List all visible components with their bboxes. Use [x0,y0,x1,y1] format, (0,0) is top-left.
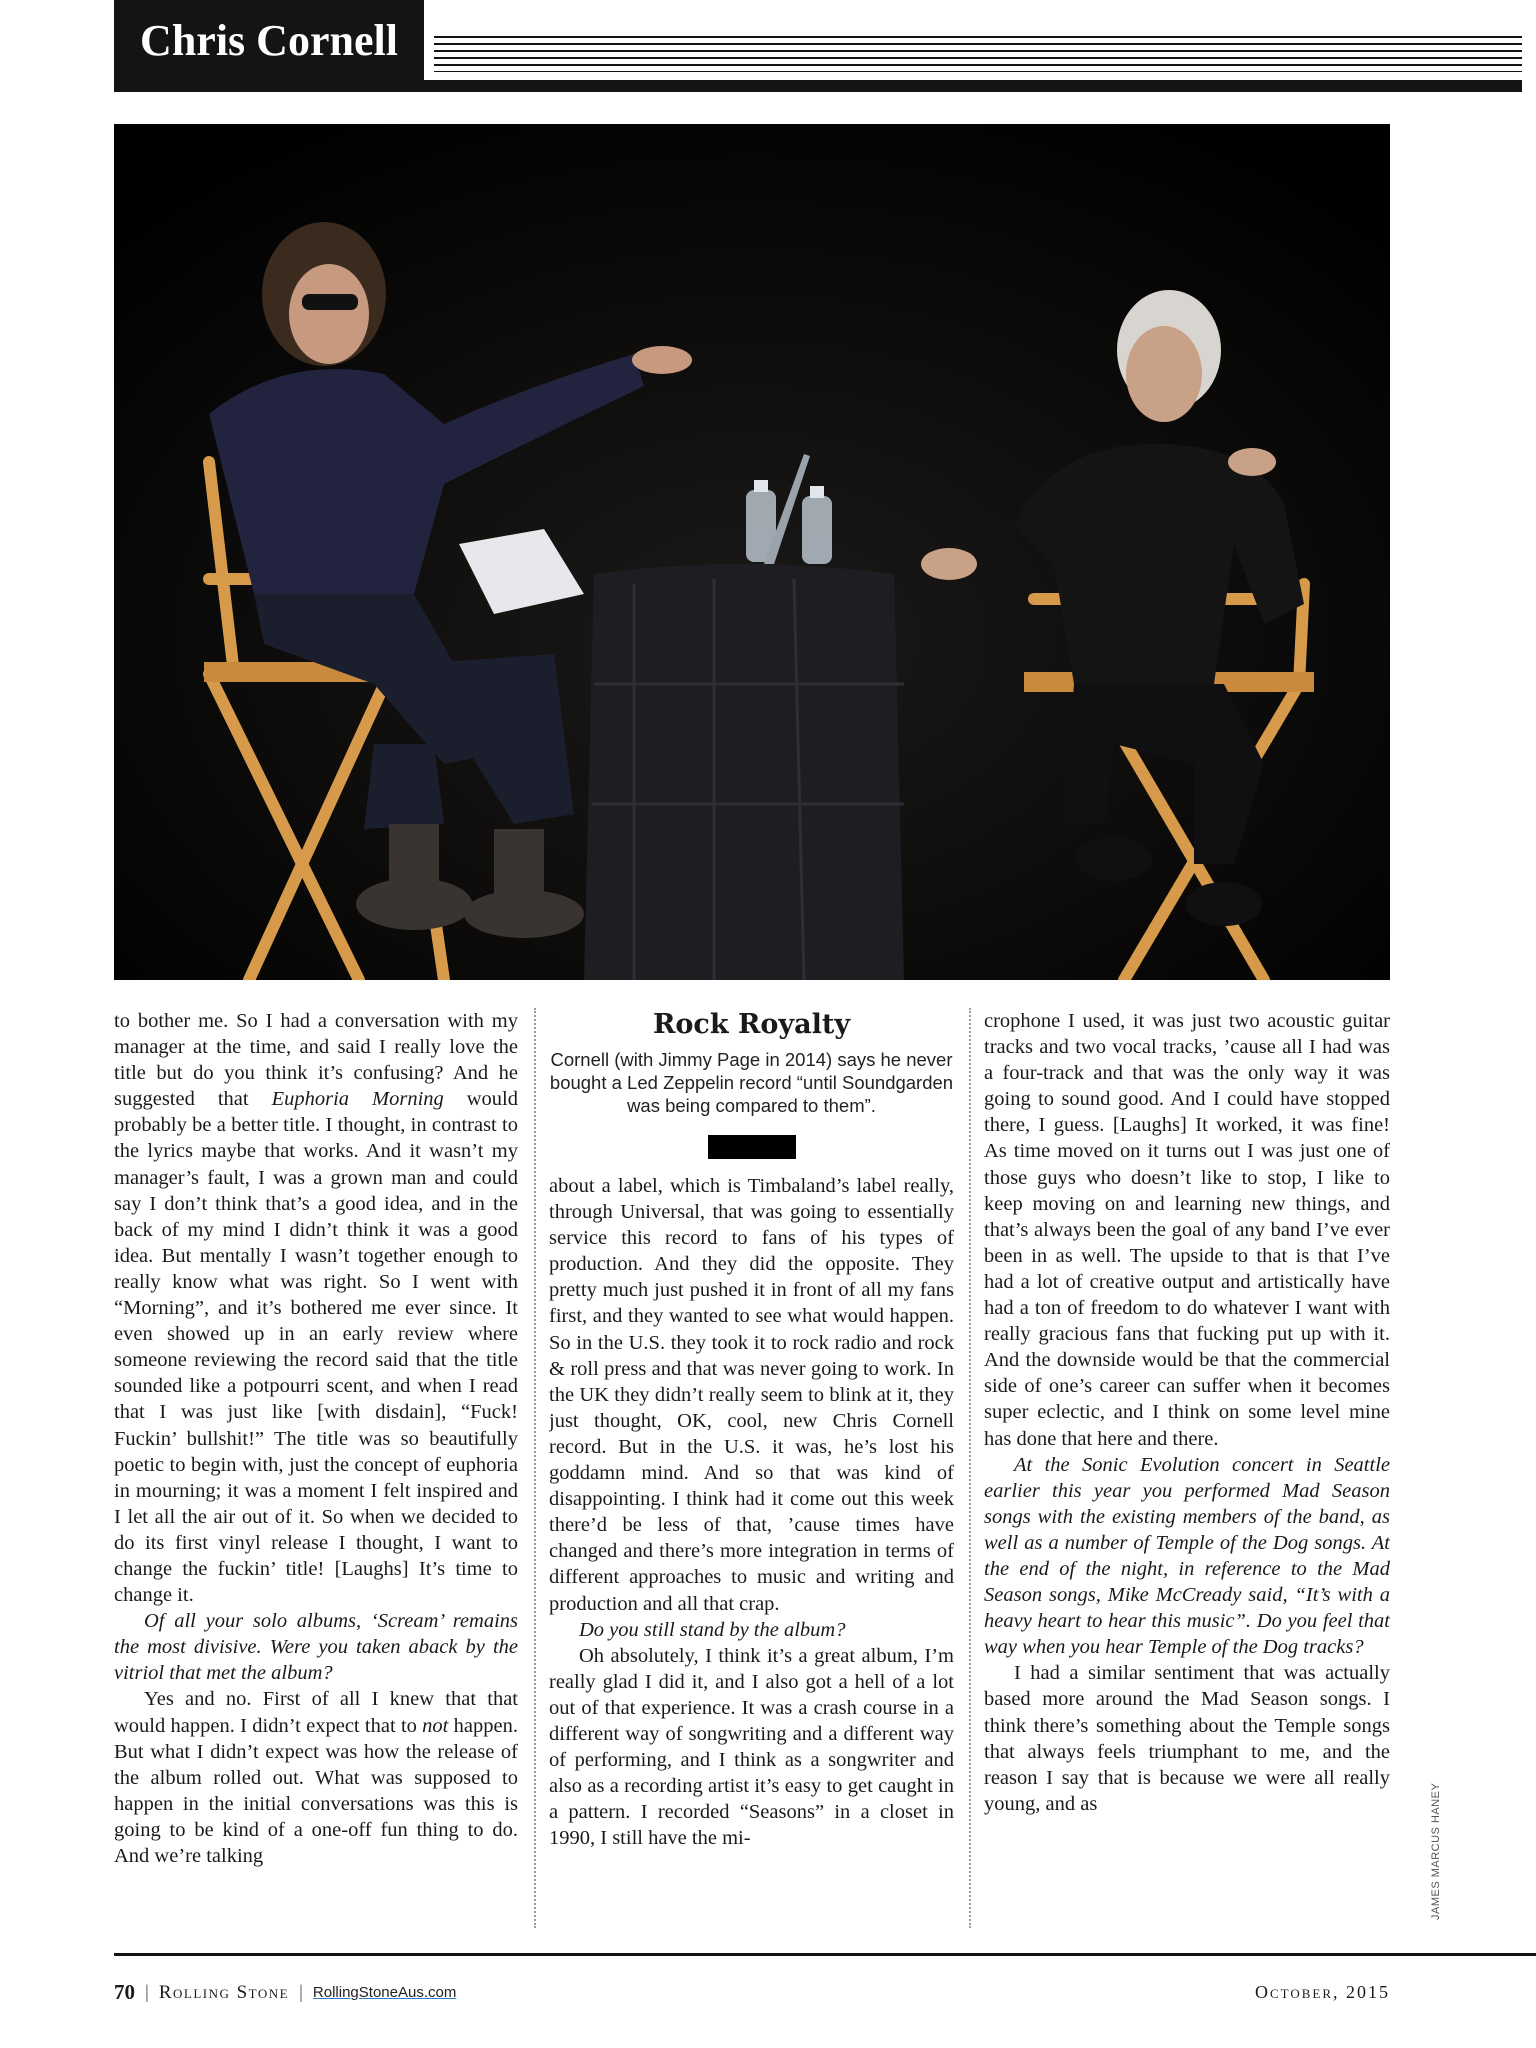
caption-text: Cornell (with Jimmy Page in 2014) says he never bought a Led Zeppelin record “until Soundgarden was being compared to them”. [549,1049,954,1116]
photo-credit: JAMES MARCUS HANEY [1430,1782,1442,1920]
photo-caption [549,1008,954,1159]
article-paragraph: about a label, which is Timbaland’s label really, through Universal, that was going to essentially service this record to fans of his types of production. And they did the opposite. They pretty much just pushed it in front of all my fans first, and they wanted to see what would happen. So in the U.S. they took it to rock radio and rock & roll press and that was never going to work. In the UK they didn’t really seem to blink at it, they just thought, OK, cool, new Chris Cornell record. But in the U.S. it was, he’s lost his goddamn mind. And so that was kind of disappointing. I think had it come out this week there’d be less of that, ’cause times have changed and there’s more integration in terms of different approaches to music and writing and production and all that crap. [549,1175,954,1615]
page-number: 70 [114,1980,135,2004]
album-title: Euphoria Morning [271,1088,444,1111]
text-run: Yes and no. First of all I knew that that would happen. I didn’t expect that to [114,1688,518,1737]
issue-date: October, 2015 [1254,1982,1390,2002]
emphasis: not [422,1714,449,1737]
article-paragraph: crophone I used, it was just two acoustic guitar tracks and two vocal tracks, ’cause all I had was a four-track and that was the only way it was going to sound good. And I could have stopped there, I guess. [Laughs] It worked, it was fine! As time moved on it turns out I was just one of those guys who doesn’t like to stop, I like to keep moving on and learning new things, and that’s always been the goal of any band I’ve ever been in as well. The upside to that is that I’ve had a lot of creative output and artistically have had a ton of freedom to do whatever I want with really gracious fans that fucking put up with it. And the downside would be that the commercial side of one’s career can suffer when it becomes super eclectic, and I think on some level mine has done that here and there. [984,1010,1390,1450]
interview-question: At the Sonic Evolution concert in Seattle earlier this year you performed Mad Season songs with the existing members of the band, as well as a number of Temple of the Dog songs. At the end of the night, in reference to the Mad Season songs, Mike McCready said, “It’s with a heavy heart to hear this music”. Do you feel that way when you hear Temple of the Dog tracks? [984,1453,1390,1659]
interview-question: Of all your solo albums, ‘Scream’ remains the most divisive. Were you taken aback by the vitriol that met the album? [114,1610,518,1685]
article-photo [114,124,1390,980]
footer-rule [114,1953,1536,1956]
text-run: would probably be a better title. I thought, in contrast to the lyrics maybe that works. And it wasn’t my manager’s fault, I was a grown man and could say I don’t think that’s a good idea, and in the back of my mind I didn’t think it was a good idea. But mentally I wasn’t together enough to really know what was right. So I went with “Morning”, and it’s bothered me ever since. It even showed up in an early review where someone reviewing the record said that the title sounded like a potpourri scent, and when I read that I was just like [with disdain], “Fuck! Fuckin’ bullshit!” The title was so beautifully poetic to begin with, just the concept of euphoria in mourning; it was a moment I felt inspired and I let all the air out of it. So when we decided to do its first vinyl release I thought, I want to change the fuckin’ title! [Laughs] It’s time to change it. [114,1088,518,1607]
article-paragraph: Oh absolutely, I think it’s a great album, I’m really glad I did it, and I also got a hell of a lot out of that experience. It was a crash course in a different way of songwriting and a different way of performing, and I think as a songwriter and also as a recording artist it’s easy to get caught in a pattern. I recorded “Seasons” in a closet in 1990, I still have the mi- [549,1644,954,1850]
caption-end-mark [708,1135,796,1159]
footer-folio [114,1980,456,2005]
folio-separator: | [299,1981,303,2003]
text-run: to bother me. So I had a conversation with my manager at the time, and said I really love the title but do you think it’s confusing? And he suggested that [114,1010,518,1111]
text-run: happen. But what I didn’t expect was how the release of the album rolled out. What was supposed to happen in the initial conversations was this is going to be kind of a one-off fun thing to do. And we’re talking [114,1714,518,1867]
article-column-3 [984,1008,1390,1928]
section-title: Chris Cornell [114,0,424,80]
magazine-name: Rolling Stone [158,1981,290,2003]
article-paragraph [114,1008,518,1608]
column-divider [969,1008,971,1928]
article-column-1 [114,1008,518,1928]
article-paragraph [114,1686,518,1869]
caption-title: Rock Royalty [652,1009,851,1040]
article-paragraph: I had a similar sentiment that was actually based more around the Mad Season songs. I think there’s something about the Temple songs that always feels triumphant to me, and the reason I say that is because we were all really young, and as [984,1662,1390,1815]
interview-question: Do you still stand by the album? [579,1618,846,1641]
folio-separator: | [145,1981,149,2003]
column-divider [534,1008,536,1928]
header-decorative-lines [434,36,1522,72]
article-column-2 [549,1008,954,1928]
website-link[interactable]: RollingStoneAus.com [312,1984,457,2001]
header-rule [114,80,1522,92]
